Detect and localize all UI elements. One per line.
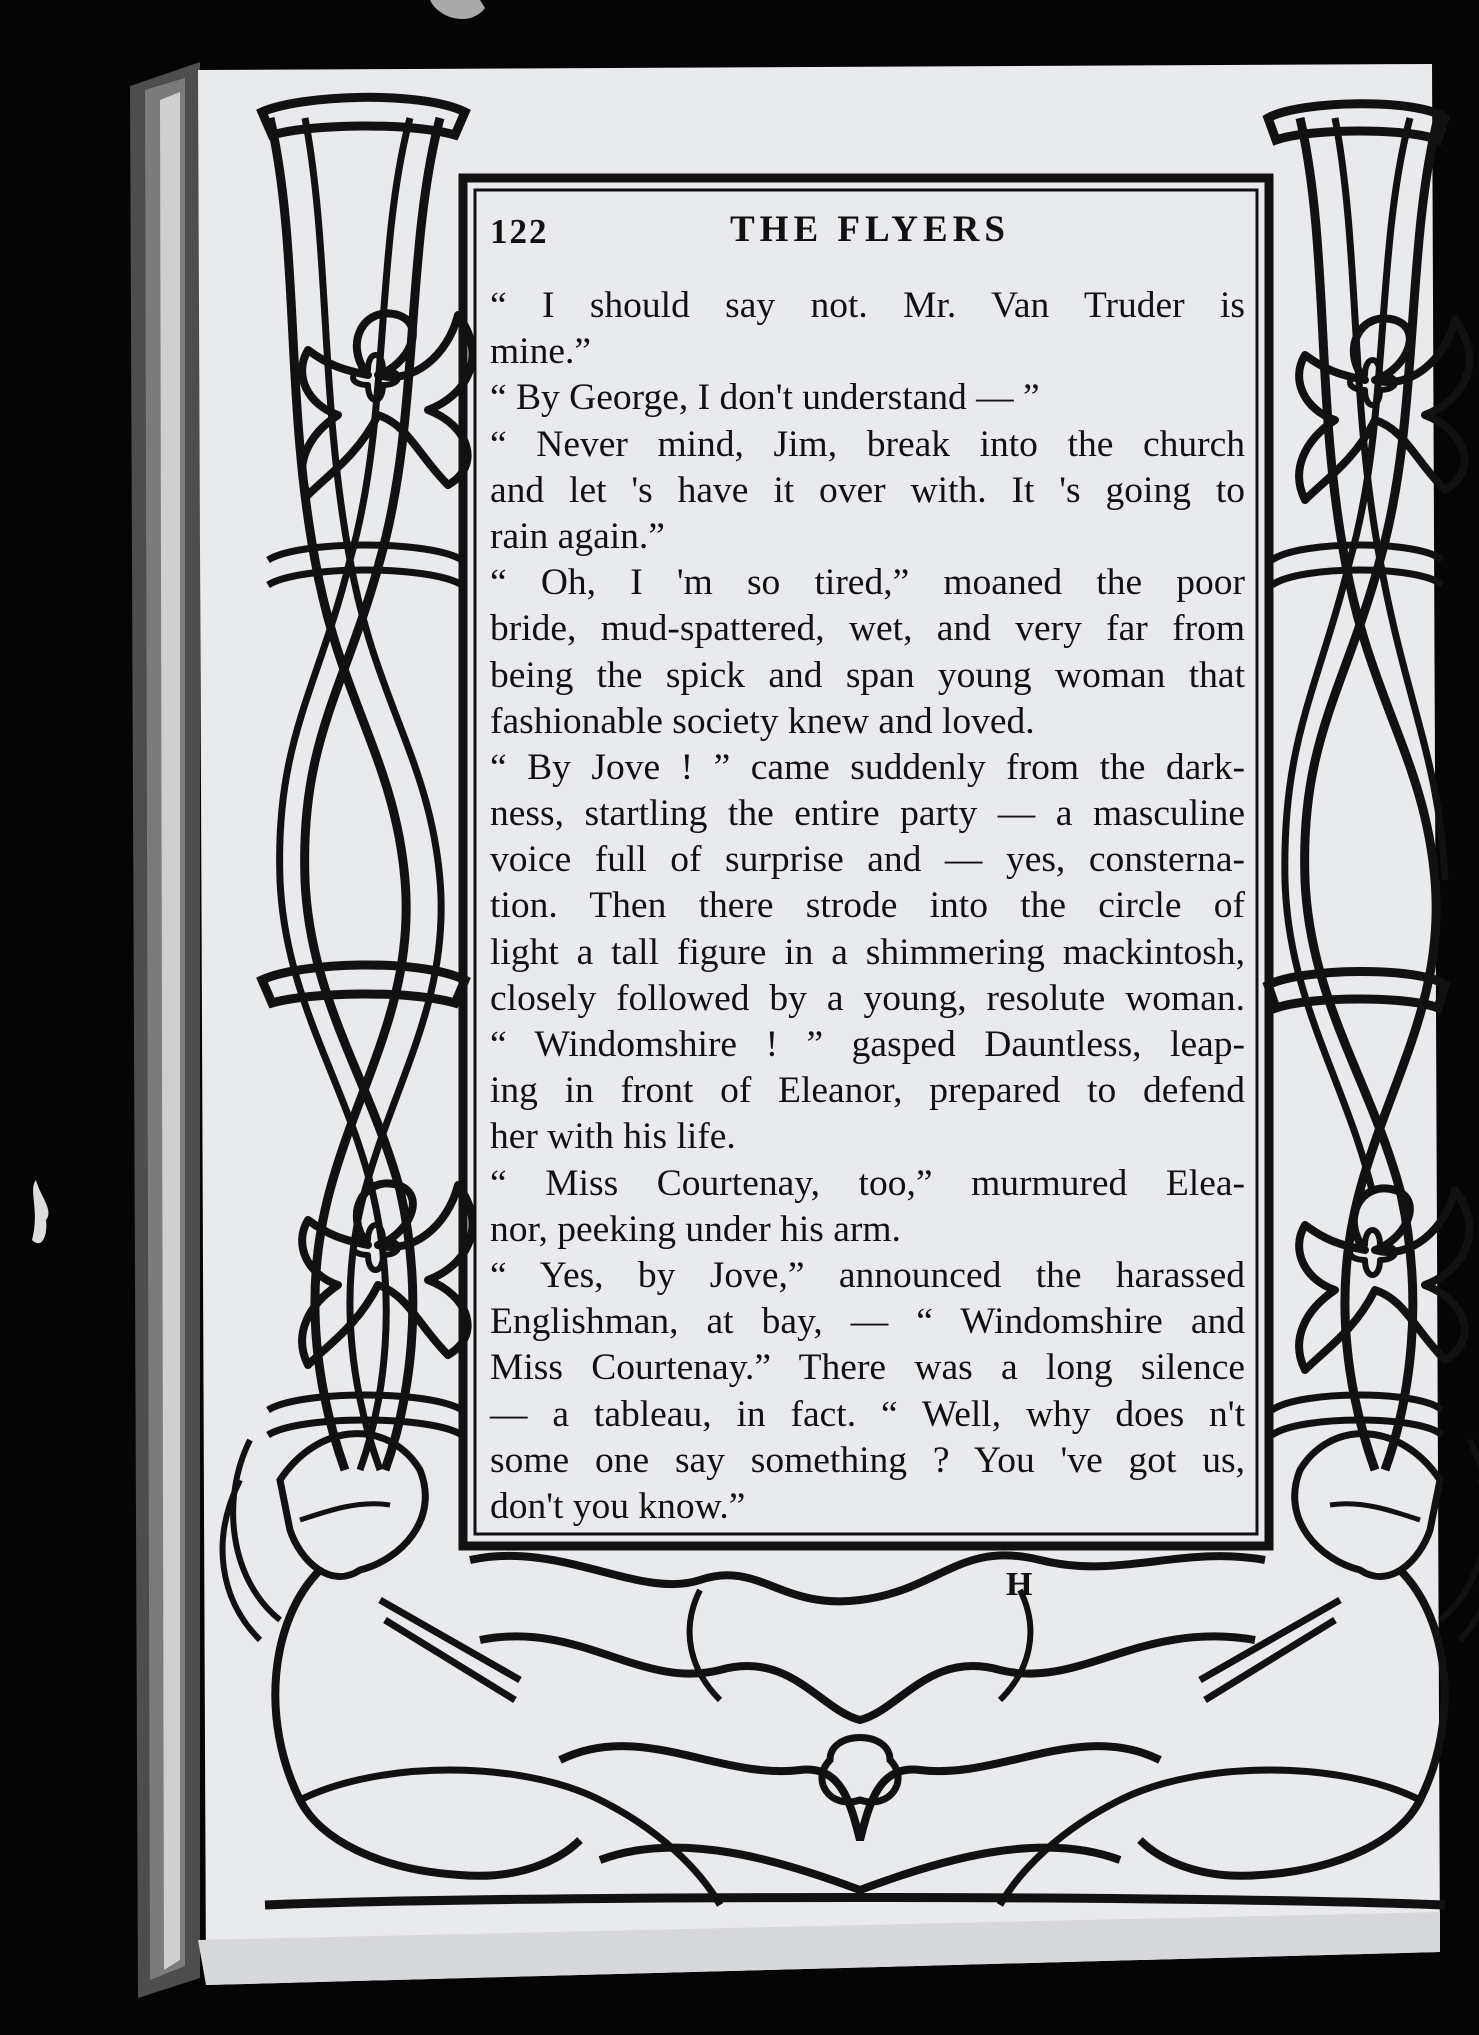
illustrator-monogram: H: [1006, 1566, 1033, 1603]
text-line: closely followed by a young, resolute woman.: [490, 977, 1245, 1019]
text-line: some one say something ? You 've got us,: [490, 1439, 1245, 1481]
text-line: bride, mud-spattered, wet, and very far from: [490, 608, 1245, 650]
text-line: voice full of surprise and — yes, consterna-: [490, 839, 1245, 881]
text-line: mine.”: [490, 331, 592, 373]
text-line: ing in front of Eleanor, prepared to defend: [490, 1070, 1245, 1112]
text-line: “ Oh, I 'm so tired,” moaned the poor: [490, 562, 1245, 604]
text-line: nor, peeking under his arm.: [490, 1208, 901, 1250]
text-line: “ Miss Courtenay, too,” murmured Elea-: [490, 1162, 1245, 1204]
text-line: tion. Then there strode into the circle of: [490, 885, 1245, 927]
text-line: “ I should say not. Mr. Van Truder is: [490, 285, 1245, 326]
text-line: Miss Courtenay.” There was a long silence: [490, 1347, 1245, 1389]
text-line: being the spick and span young woman that: [490, 654, 1245, 696]
text-line: rain again.”: [490, 515, 665, 557]
text-line: — a tableau, in fact. “ Well, why does n't: [490, 1393, 1245, 1435]
text-line: ness, startling the entire party — a masculine: [490, 793, 1245, 835]
page-number: 122: [490, 212, 549, 251]
text-line: light a tall figure in a shimmering mackintosh,: [490, 931, 1245, 973]
text-line: fashionable society knew and loved.: [490, 700, 1035, 742]
running-head: [490, 209, 1250, 262]
text-line: “ By Jove ! ” came suddenly from the dark-: [490, 746, 1245, 788]
text-line: her with his life.: [490, 1116, 736, 1158]
text-line: don't you know.”: [490, 1485, 746, 1527]
body-text: [490, 283, 1245, 1530]
text-line: “ Windomshire ! ” gasped Dauntless, leap-: [490, 1024, 1245, 1065]
text-line: “ Never mind, Jim, break into the church: [490, 423, 1245, 465]
text-line: Englishman, at bay, — “ Windomshire and: [490, 1301, 1245, 1343]
text-line: and let 's have it over with. It 's going to: [490, 469, 1245, 511]
text-line: “ Yes, by Jove,” announced the harassed: [490, 1254, 1245, 1296]
text-line: “ By George, I don't understand — ”: [490, 377, 1040, 419]
running-title: THE FLYERS: [730, 209, 1010, 250]
